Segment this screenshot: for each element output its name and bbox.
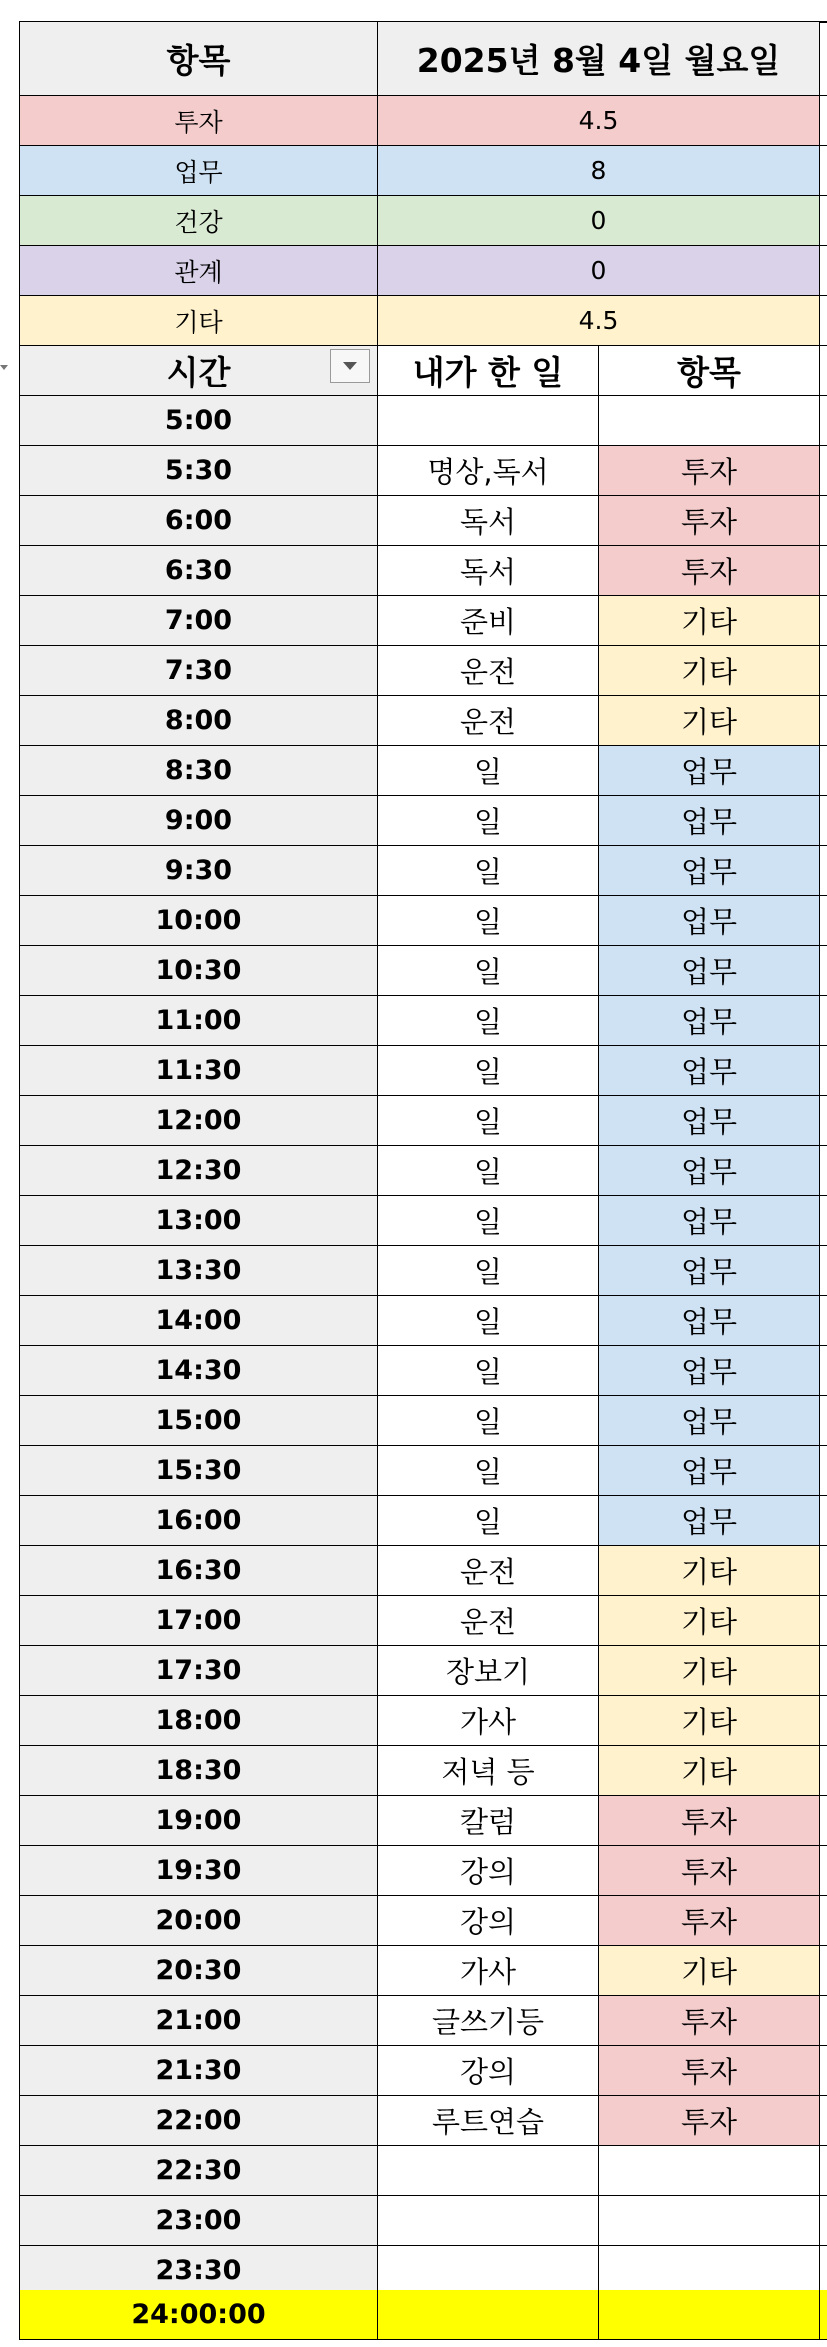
overflow-cell[interactable] <box>820 596 827 646</box>
task-cell[interactable]: 운전 <box>378 646 599 696</box>
category-cell[interactable] <box>599 2246 820 2296</box>
task-cell[interactable]: 가사 <box>378 1696 599 1746</box>
header-category-cell[interactable]: 항목 <box>20 22 378 96</box>
time-cell[interactable]: 23:00 <box>20 2196 378 2246</box>
category-cell[interactable]: 업무 <box>599 846 820 896</box>
task-cell[interactable]: 독서 <box>378 496 599 546</box>
summary-value-cell[interactable]: 0 <box>378 196 820 246</box>
category-cell[interactable]: 기타 <box>599 1696 820 1746</box>
overflow-cell[interactable] <box>820 1446 827 1496</box>
time-cell[interactable]: 14:30 <box>20 1346 378 1396</box>
dropdown-arrow-icon <box>343 362 357 370</box>
overflow-cell[interactable] <box>820 146 827 196</box>
task-cell[interactable]: 칼럼 <box>378 1796 599 1846</box>
time-column-header[interactable] <box>20 346 378 396</box>
task-cell[interactable]: 루트연습 <box>378 2096 599 2146</box>
category-cell[interactable]: 투자 <box>599 446 820 496</box>
header-date-cell[interactable]: 2025년 8월 4일 월요일 <box>378 22 820 96</box>
overflow-cell[interactable] <box>820 2196 827 2246</box>
time-cell[interactable]: 10:00 <box>20 896 378 946</box>
category-cell[interactable]: 투자 <box>599 2096 820 2146</box>
task-cell[interactable]: 강의 <box>378 1896 599 1946</box>
task-cell[interactable]: 독서 <box>378 546 599 596</box>
overflow-cell[interactable] <box>820 2096 827 2146</box>
category-cell[interactable]: 기타 <box>599 646 820 696</box>
time-cell[interactable]: 9:00 <box>20 796 378 846</box>
task-cell[interactable]: 운전 <box>378 1596 599 1646</box>
overflow-cell[interactable] <box>820 1396 827 1446</box>
category-cell[interactable]: 업무 <box>599 1096 820 1146</box>
time-cell[interactable]: 22:30 <box>20 2146 378 2196</box>
overflow-cell[interactable] <box>820 396 827 446</box>
task-cell[interactable] <box>378 396 599 446</box>
category-cell[interactable]: 업무 <box>599 746 820 796</box>
time-cell[interactable]: 14:00 <box>20 1296 378 1346</box>
task-column-header[interactable]: 내가 한 일 <box>378 346 599 396</box>
task-cell[interactable]: 일 <box>378 746 599 796</box>
time-cell[interactable]: 16:00 <box>20 1496 378 1546</box>
overflow-cell[interactable] <box>820 96 827 146</box>
overflow-cell[interactable] <box>820 1846 827 1896</box>
overflow-cell[interactable] <box>820 1996 827 2046</box>
total-task-cell[interactable] <box>378 2290 599 2340</box>
task-cell[interactable]: 저녁 등 <box>378 1746 599 1796</box>
time-cell[interactable]: 20:00 <box>20 1896 378 1946</box>
overflow-cell[interactable] <box>820 1196 827 1246</box>
task-cell[interactable]: 일 <box>378 796 599 846</box>
overflow-cell[interactable] <box>820 296 827 346</box>
category-cell[interactable]: 투자 <box>599 2046 820 2096</box>
task-cell[interactable]: 일 <box>378 996 599 1046</box>
overflow-cell[interactable] <box>820 646 827 696</box>
task-cell[interactable] <box>378 2146 599 2196</box>
overflow-cell[interactable] <box>820 1896 827 1946</box>
category-cell[interactable]: 업무 <box>599 1346 820 1396</box>
overflow-cell[interactable] <box>820 846 827 896</box>
overflow-cell[interactable] <box>820 2246 827 2296</box>
overflow-cell[interactable] <box>820 796 827 846</box>
category-cell[interactable] <box>599 2146 820 2196</box>
task-cell[interactable]: 운전 <box>378 1546 599 1596</box>
overflow-cell[interactable] <box>820 496 827 546</box>
category-cell[interactable]: 투자 <box>599 1996 820 2046</box>
summary-value-cell[interactable]: 0 <box>378 246 820 296</box>
summary-value-cell[interactable]: 8 <box>378 146 820 196</box>
time-cell[interactable]: 22:00 <box>20 2096 378 2146</box>
task-cell[interactable]: 일 <box>378 1346 599 1396</box>
time-cell[interactable]: 12:00 <box>20 1096 378 1146</box>
category-cell[interactable]: 투자 <box>599 1896 820 1946</box>
overflow-cell[interactable] <box>820 746 827 796</box>
overflow-cell[interactable] <box>820 1596 827 1646</box>
time-cell[interactable]: 6:00 <box>20 496 378 546</box>
task-cell[interactable]: 일 <box>378 1396 599 1446</box>
category-cell[interactable]: 기타 <box>599 1746 820 1796</box>
overflow-cell[interactable] <box>820 696 827 746</box>
summary-value-cell[interactable]: 4.5 <box>378 96 820 146</box>
column-resize-arrow-icon[interactable] <box>0 358 9 376</box>
summary-label-cell[interactable]: 기타 <box>20 296 378 346</box>
category-column-header[interactable]: 항목 <box>599 346 820 396</box>
summary-label-cell[interactable]: 건강 <box>20 196 378 246</box>
overflow-cell[interactable] <box>820 1796 827 1846</box>
task-cell[interactable]: 일 <box>378 1246 599 1296</box>
overflow-cell[interactable] <box>820 1546 827 1596</box>
time-cell[interactable]: 8:00 <box>20 696 378 746</box>
time-cell[interactable]: 7:30 <box>20 646 378 696</box>
time-cell[interactable]: 18:30 <box>20 1746 378 1796</box>
overflow-cell[interactable] <box>820 196 827 246</box>
overflow-cell[interactable] <box>820 246 827 296</box>
time-cell[interactable]: 18:00 <box>20 1696 378 1746</box>
overflow-cell[interactable] <box>820 1696 827 1746</box>
category-cell[interactable]: 업무 <box>599 1296 820 1346</box>
time-cell[interactable]: 19:30 <box>20 1846 378 1896</box>
category-cell[interactable]: 업무 <box>599 1196 820 1246</box>
overflow-cell[interactable] <box>820 346 827 396</box>
total-time-cell[interactable]: 24:00:00 <box>20 2290 378 2340</box>
overflow-cell[interactable] <box>820 22 827 96</box>
task-cell[interactable]: 강의 <box>378 1846 599 1896</box>
overflow-cell[interactable] <box>820 996 827 1046</box>
time-cell[interactable]: 5:30 <box>20 446 378 496</box>
time-column-header-label: 시간 <box>166 353 231 392</box>
time-cell[interactable]: 21:30 <box>20 2046 378 2096</box>
time-cell[interactable]: 6:30 <box>20 546 378 596</box>
overflow-cell[interactable] <box>820 1646 827 1696</box>
task-cell[interactable]: 준비 <box>378 596 599 646</box>
category-cell[interactable]: 기타 <box>599 1596 820 1646</box>
category-cell[interactable]: 투자 <box>599 1796 820 1846</box>
task-cell[interactable]: 일 <box>378 1096 599 1146</box>
time-cell[interactable]: 16:30 <box>20 1546 378 1596</box>
filter-dropdown-button[interactable] <box>330 349 370 383</box>
overflow-cell[interactable] <box>820 1146 827 1196</box>
overflow-cell[interactable] <box>820 446 827 496</box>
time-cell[interactable]: 13:00 <box>20 1196 378 1246</box>
task-cell[interactable]: 운전 <box>378 696 599 746</box>
time-cell[interactable]: 21:00 <box>20 1996 378 2046</box>
overflow-cell[interactable] <box>820 1746 827 1796</box>
time-cell[interactable]: 23:30 <box>20 2246 378 2296</box>
time-cell[interactable]: 7:00 <box>20 596 378 646</box>
task-cell[interactable]: 글쓰기등 <box>378 1996 599 2046</box>
category-cell[interactable]: 투자 <box>599 1846 820 1896</box>
overflow-cell[interactable] <box>820 546 827 596</box>
task-cell[interactable] <box>378 2246 599 2296</box>
category-cell[interactable] <box>599 396 820 446</box>
overflow-cell[interactable] <box>820 2146 827 2196</box>
task-cell[interactable]: 가사 <box>378 1946 599 1996</box>
task-cell[interactable] <box>378 2196 599 2246</box>
task-cell[interactable]: 일 <box>378 1046 599 1096</box>
task-cell[interactable]: 강의 <box>378 2046 599 2096</box>
overflow-cell[interactable] <box>820 2046 827 2096</box>
category-cell[interactable] <box>599 2196 820 2246</box>
category-cell[interactable]: 업무 <box>599 1146 820 1196</box>
overflow-cell[interactable] <box>820 1096 827 1146</box>
task-cell[interactable]: 일 <box>378 1196 599 1246</box>
time-cell[interactable]: 11:00 <box>20 996 378 1046</box>
summary-label-cell[interactable]: 업무 <box>20 146 378 196</box>
task-cell[interactable]: 일 <box>378 1146 599 1196</box>
overflow-cell[interactable] <box>820 896 827 946</box>
time-cell[interactable]: 15:00 <box>20 1396 378 1446</box>
task-cell[interactable]: 일 <box>378 1496 599 1546</box>
task-cell[interactable]: 일 <box>378 946 599 996</box>
time-cell[interactable]: 11:30 <box>20 1046 378 1096</box>
category-cell[interactable]: 업무 <box>599 996 820 1046</box>
category-cell[interactable]: 업무 <box>599 796 820 846</box>
task-cell[interactable]: 일 <box>378 896 599 946</box>
task-cell[interactable]: 일 <box>378 846 599 896</box>
time-cell[interactable]: 17:00 <box>20 1596 378 1646</box>
task-cell[interactable]: 일 <box>378 1296 599 1346</box>
time-cell[interactable]: 10:30 <box>20 946 378 996</box>
time-cell[interactable]: 8:30 <box>20 746 378 796</box>
overflow-cell[interactable] <box>820 1046 827 1096</box>
category-cell[interactable]: 투자 <box>599 496 820 546</box>
category-cell[interactable]: 업무 <box>599 1246 820 1296</box>
time-cell[interactable]: 19:00 <box>20 1796 378 1846</box>
overflow-cell[interactable] <box>820 2290 827 2340</box>
time-cell[interactable]: 12:30 <box>20 1146 378 1196</box>
category-cell[interactable]: 기타 <box>599 1946 820 1996</box>
time-cell[interactable]: 15:30 <box>20 1446 378 1496</box>
summary-label-cell[interactable]: 관계 <box>20 246 378 296</box>
category-cell[interactable]: 업무 <box>599 896 820 946</box>
category-cell[interactable]: 업무 <box>599 1496 820 1546</box>
time-cell[interactable]: 17:30 <box>20 1646 378 1696</box>
category-cell[interactable]: 기타 <box>599 1546 820 1596</box>
task-cell[interactable]: 명상,독서 <box>378 446 599 496</box>
summary-value-cell[interactable]: 4.5 <box>378 296 820 346</box>
category-cell[interactable]: 기타 <box>599 596 820 646</box>
overflow-cell[interactable] <box>820 1346 827 1396</box>
category-cell[interactable]: 업무 <box>599 946 820 996</box>
overflow-cell[interactable] <box>820 946 827 996</box>
time-cell[interactable]: 5:00 <box>20 396 378 446</box>
category-cell[interactable]: 기타 <box>599 1646 820 1696</box>
category-cell[interactable]: 투자 <box>599 546 820 596</box>
task-cell[interactable]: 일 <box>378 1446 599 1496</box>
category-cell[interactable]: 업무 <box>599 1396 820 1446</box>
category-cell[interactable]: 업무 <box>599 1046 820 1096</box>
overflow-cell[interactable] <box>820 1946 827 1996</box>
summary-label-cell[interactable]: 투자 <box>20 96 378 146</box>
task-cell[interactable]: 장보기 <box>378 1646 599 1696</box>
time-cell[interactable]: 13:30 <box>20 1246 378 1296</box>
overflow-cell[interactable] <box>820 1246 827 1296</box>
overflow-cell[interactable] <box>820 1496 827 1546</box>
category-cell[interactable]: 업무 <box>599 1446 820 1496</box>
time-cell[interactable]: 20:30 <box>20 1946 378 1996</box>
time-cell[interactable]: 9:30 <box>20 846 378 896</box>
total-category-cell[interactable] <box>599 2290 820 2340</box>
category-cell[interactable]: 기타 <box>599 696 820 746</box>
overflow-cell[interactable] <box>820 1296 827 1346</box>
